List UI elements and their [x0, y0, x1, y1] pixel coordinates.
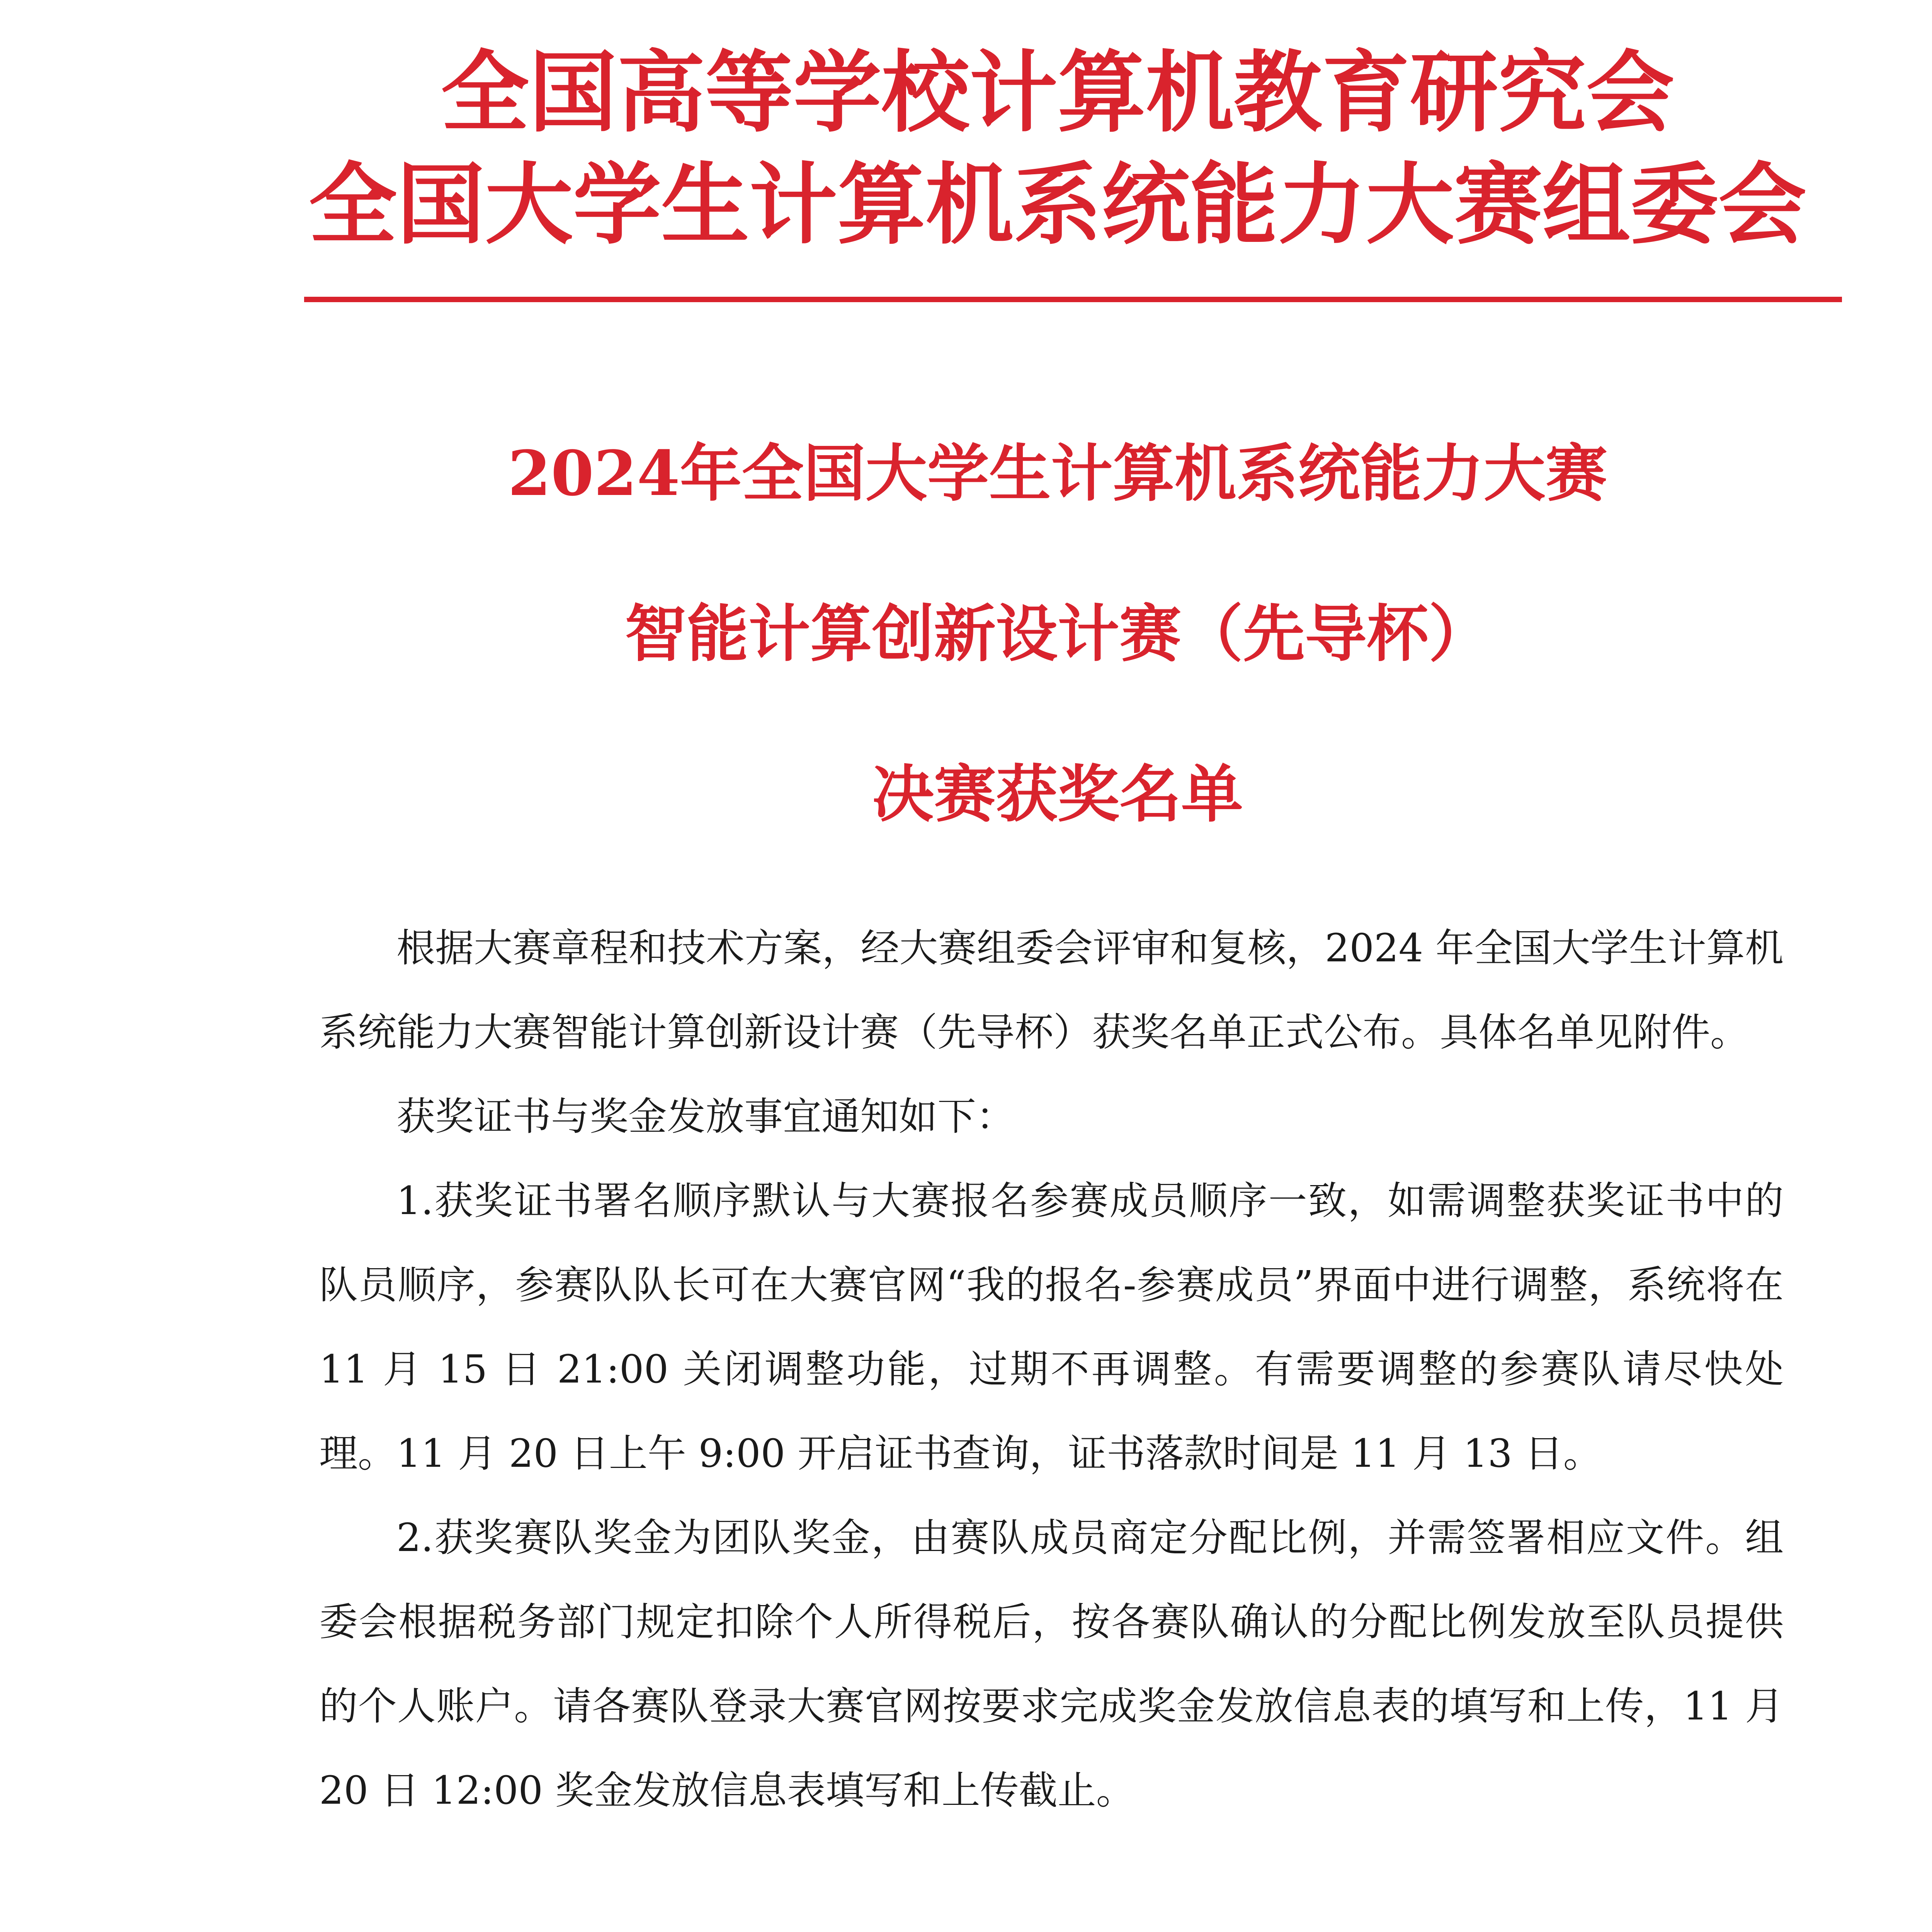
letterhead-line-1: 全国高等学校计算机教育研究会	[441, 41, 1674, 144]
body-paragraph-bonus: 2.获奖赛队奖金为团队奖金，由赛队成员商定分配比例，并需签署相应文件。组委会根据税务部门规定扣除个人所得税后，按各赛队确认的分配比例发放至队员提供的个人账户。请各赛队登录大赛官网按要求完成奖金发放信息表的填写和上传，11 月 20 日 12:00 奖金发放信息表填写和上传截止。	[319, 1515, 1784, 1813]
body-paragraph-intro: 根据大赛章程和技术方案，经大赛组委会评审和复核，2024 年全国大学生计算机系统能力大赛智能计算创新设计赛（先导杯）获奖名单正式公布。具体名单见附件。	[319, 925, 1784, 1055]
body-paragraph-notice: 获奖证书与奖金发放事宜通知如下：	[396, 1094, 1015, 1139]
body-paragraph-certificate: 1.获奖证书署名顺序默认与大赛报名参赛成员顺序一致，如需调整获奖证书中的队员顺序，参赛队队长可在大赛官网“我的报名-参赛成员”界面中进行调整，系统将在 11 月 15 日 21:00 关闭调整功能，过期不再调整。有需要调整的参赛队请尽快处理。11 月 20 日上午 9:00 开启证书查询，证书落款时间是 11 月 13 日。	[319, 1178, 1784, 1476]
letterhead-red-rule	[304, 297, 1842, 302]
document-body	[319, 906, 1784, 1833]
document-title-line-3: 决赛获奖名单	[872, 758, 1243, 830]
letterhead-line-2: 全国大学生计算机系统能力大赛组委会	[309, 153, 1806, 256]
document-title-line-2: 智能计算创新设计赛（先导杯）	[624, 597, 1490, 670]
document-title-line-1: 2024年全国大学生计算机系统能力大赛	[508, 437, 1607, 510]
